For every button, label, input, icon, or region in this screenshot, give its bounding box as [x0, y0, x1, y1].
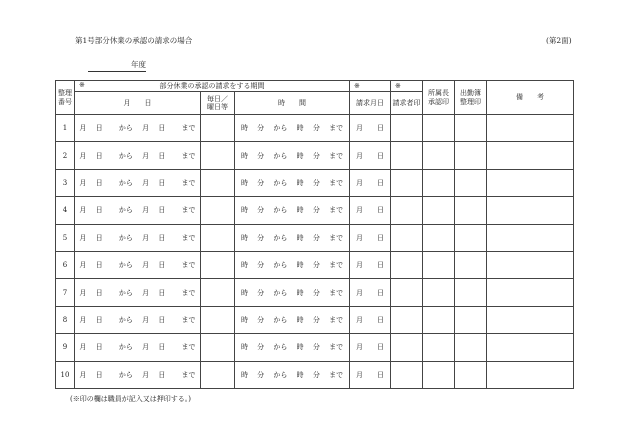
row-number: 1: [56, 115, 75, 142]
row-remarks[interactable]: [487, 197, 574, 224]
row-supervisor-seal[interactable]: [423, 197, 455, 224]
row-time: 時 分 から 時 分 まで: [235, 115, 350, 142]
request-table: [55, 80, 574, 389]
header-time: 時 間: [235, 92, 350, 115]
mark-asterisk: ※: [79, 81, 85, 89]
row-requester-seal[interactable]: [391, 224, 423, 251]
row-remarks[interactable]: [487, 361, 574, 388]
row-requester-seal[interactable]: [391, 169, 423, 196]
row-request-date: 月 日: [350, 142, 391, 169]
row-time: 時 分 から 時 分 まで: [235, 169, 350, 196]
row-remarks[interactable]: [487, 251, 574, 278]
row-attendance-seal[interactable]: [455, 251, 487, 278]
page-number: (第2面): [546, 36, 572, 45]
table-row: [56, 197, 574, 224]
row-number: 10: [56, 361, 75, 388]
row-weekday[interactable]: [201, 197, 235, 224]
header-mark-request: ※: [350, 81, 391, 92]
row-supervisor-seal[interactable]: [423, 361, 455, 388]
row-time: 時 分 から 時 分 まで: [235, 361, 350, 388]
table-body: [56, 115, 574, 389]
row-supervisor-seal[interactable]: [423, 169, 455, 196]
row-supervisor-seal[interactable]: [423, 306, 455, 333]
row-request-date: 月 日: [350, 169, 391, 196]
table-row: [56, 361, 574, 388]
row-number: 8: [56, 306, 75, 333]
row-weekday[interactable]: [201, 361, 235, 388]
row-request-date: 月 日: [350, 306, 391, 333]
row-weekday[interactable]: [201, 224, 235, 251]
row-request-date: 月 日: [350, 224, 391, 251]
form-title: 第1号部分休業の承認の請求の場合: [75, 36, 193, 45]
row-attendance-seal[interactable]: [455, 142, 487, 169]
table-row: [56, 169, 574, 196]
table-row: [56, 142, 574, 169]
row-time: 時 分 から 時 分 まで: [235, 197, 350, 224]
table-row: [56, 115, 574, 142]
row-time: 時 分 から 時 分 まで: [235, 224, 350, 251]
row-monthday: 月 日 から 月 日 まで: [75, 224, 201, 251]
table-row: [56, 334, 574, 361]
row-requester-seal[interactable]: [391, 279, 423, 306]
header-seiri-bangou: 整理 番号: [56, 81, 75, 115]
row-request-date: 月 日: [350, 334, 391, 361]
footnote: (※印の欄は職員が記入又は押印する。): [70, 395, 191, 403]
row-weekday[interactable]: [201, 142, 235, 169]
row-requester-seal[interactable]: [391, 306, 423, 333]
row-supervisor-seal[interactable]: [423, 279, 455, 306]
header-supervisor-seal: 所属長 承認印: [423, 81, 455, 115]
row-weekday[interactable]: [201, 306, 235, 333]
row-monthday: 月 日 から 月 日 まで: [75, 197, 201, 224]
row-supervisor-seal[interactable]: [423, 224, 455, 251]
row-remarks[interactable]: [487, 279, 574, 306]
row-monthday: 月 日 から 月 日 まで: [75, 279, 201, 306]
row-requester-seal[interactable]: [391, 142, 423, 169]
row-attendance-seal[interactable]: [455, 115, 487, 142]
row-requester-seal[interactable]: [391, 251, 423, 278]
row-monthday: 月 日 から 月 日 まで: [75, 251, 201, 278]
row-request-date: 月 日: [350, 279, 391, 306]
row-remarks[interactable]: [487, 306, 574, 333]
row-attendance-seal[interactable]: [455, 224, 487, 251]
row-monthday: 月 日 から 月 日 まで: [75, 306, 201, 333]
row-request-date: 月 日: [350, 251, 391, 278]
row-remarks[interactable]: [487, 169, 574, 196]
row-requester-seal[interactable]: [391, 361, 423, 388]
table-row: [56, 279, 574, 306]
header-requester-seal: 請求者印: [391, 92, 423, 115]
row-supervisor-seal[interactable]: [423, 142, 455, 169]
header-mark-seal: ※: [391, 81, 423, 92]
table-row: [56, 251, 574, 278]
table-row: [56, 224, 574, 251]
row-number: 2: [56, 142, 75, 169]
row-number: 6: [56, 251, 75, 278]
row-attendance-seal[interactable]: [455, 169, 487, 196]
row-monthday: 月 日 から 月 日 まで: [75, 169, 201, 196]
row-time: 時 分 から 時 分 まで: [235, 251, 350, 278]
header-monthday: 月 日: [75, 92, 201, 115]
row-attendance-seal[interactable]: [455, 361, 487, 388]
row-time: 時 分 から 時 分 まで: [235, 142, 350, 169]
row-request-date: 月 日: [350, 197, 391, 224]
row-supervisor-seal[interactable]: [423, 334, 455, 361]
row-supervisor-seal[interactable]: [423, 251, 455, 278]
row-weekday[interactable]: [201, 169, 235, 196]
row-monthday: 月 日 から 月 日 まで: [75, 334, 201, 361]
row-weekday[interactable]: [201, 334, 235, 361]
row-time: 時 分 から 時 分 まで: [235, 306, 350, 333]
table-row: [56, 306, 574, 333]
row-remarks[interactable]: [487, 334, 574, 361]
row-remarks[interactable]: [487, 224, 574, 251]
header-period: ※ 部分休業の承認の請求をする期間: [75, 81, 350, 92]
row-monthday: 月 日 から 月 日 まで: [75, 361, 201, 388]
row-attendance-seal[interactable]: [455, 334, 487, 361]
row-attendance-seal[interactable]: [455, 279, 487, 306]
row-remarks[interactable]: [487, 115, 574, 142]
row-number: 9: [56, 334, 75, 361]
row-requester-seal[interactable]: [391, 115, 423, 142]
header-attendance-seal: 出勤簿 整理印: [455, 81, 487, 115]
row-request-date: 月 日: [350, 361, 391, 388]
row-supervisor-seal[interactable]: [423, 115, 455, 142]
row-monthday: 月 日 から 月 日 まで: [75, 142, 201, 169]
row-monthday: 月 日 から 月 日 まで: [75, 115, 201, 142]
row-attendance-seal[interactable]: [455, 197, 487, 224]
row-number: 3: [56, 169, 75, 196]
header-remarks: 備 考: [487, 81, 574, 115]
row-request-date: 月 日: [350, 115, 391, 142]
row-requester-seal[interactable]: [391, 197, 423, 224]
row-weekday[interactable]: [201, 115, 235, 142]
header-weekday: 毎日／ 曜日等: [201, 92, 235, 115]
row-number: 4: [56, 197, 75, 224]
row-number: 7: [56, 279, 75, 306]
row-remarks[interactable]: [487, 142, 574, 169]
row-number: 5: [56, 224, 75, 251]
fiscal-year-field: 年度: [88, 59, 146, 72]
row-weekday[interactable]: [201, 251, 235, 278]
row-time: 時 分 から 時 分 まで: [235, 334, 350, 361]
row-requester-seal[interactable]: [391, 334, 423, 361]
header-request-date: 請求月日: [350, 92, 391, 115]
row-time: 時 分 から 時 分 まで: [235, 279, 350, 306]
row-attendance-seal[interactable]: [455, 306, 487, 333]
row-weekday[interactable]: [201, 279, 235, 306]
